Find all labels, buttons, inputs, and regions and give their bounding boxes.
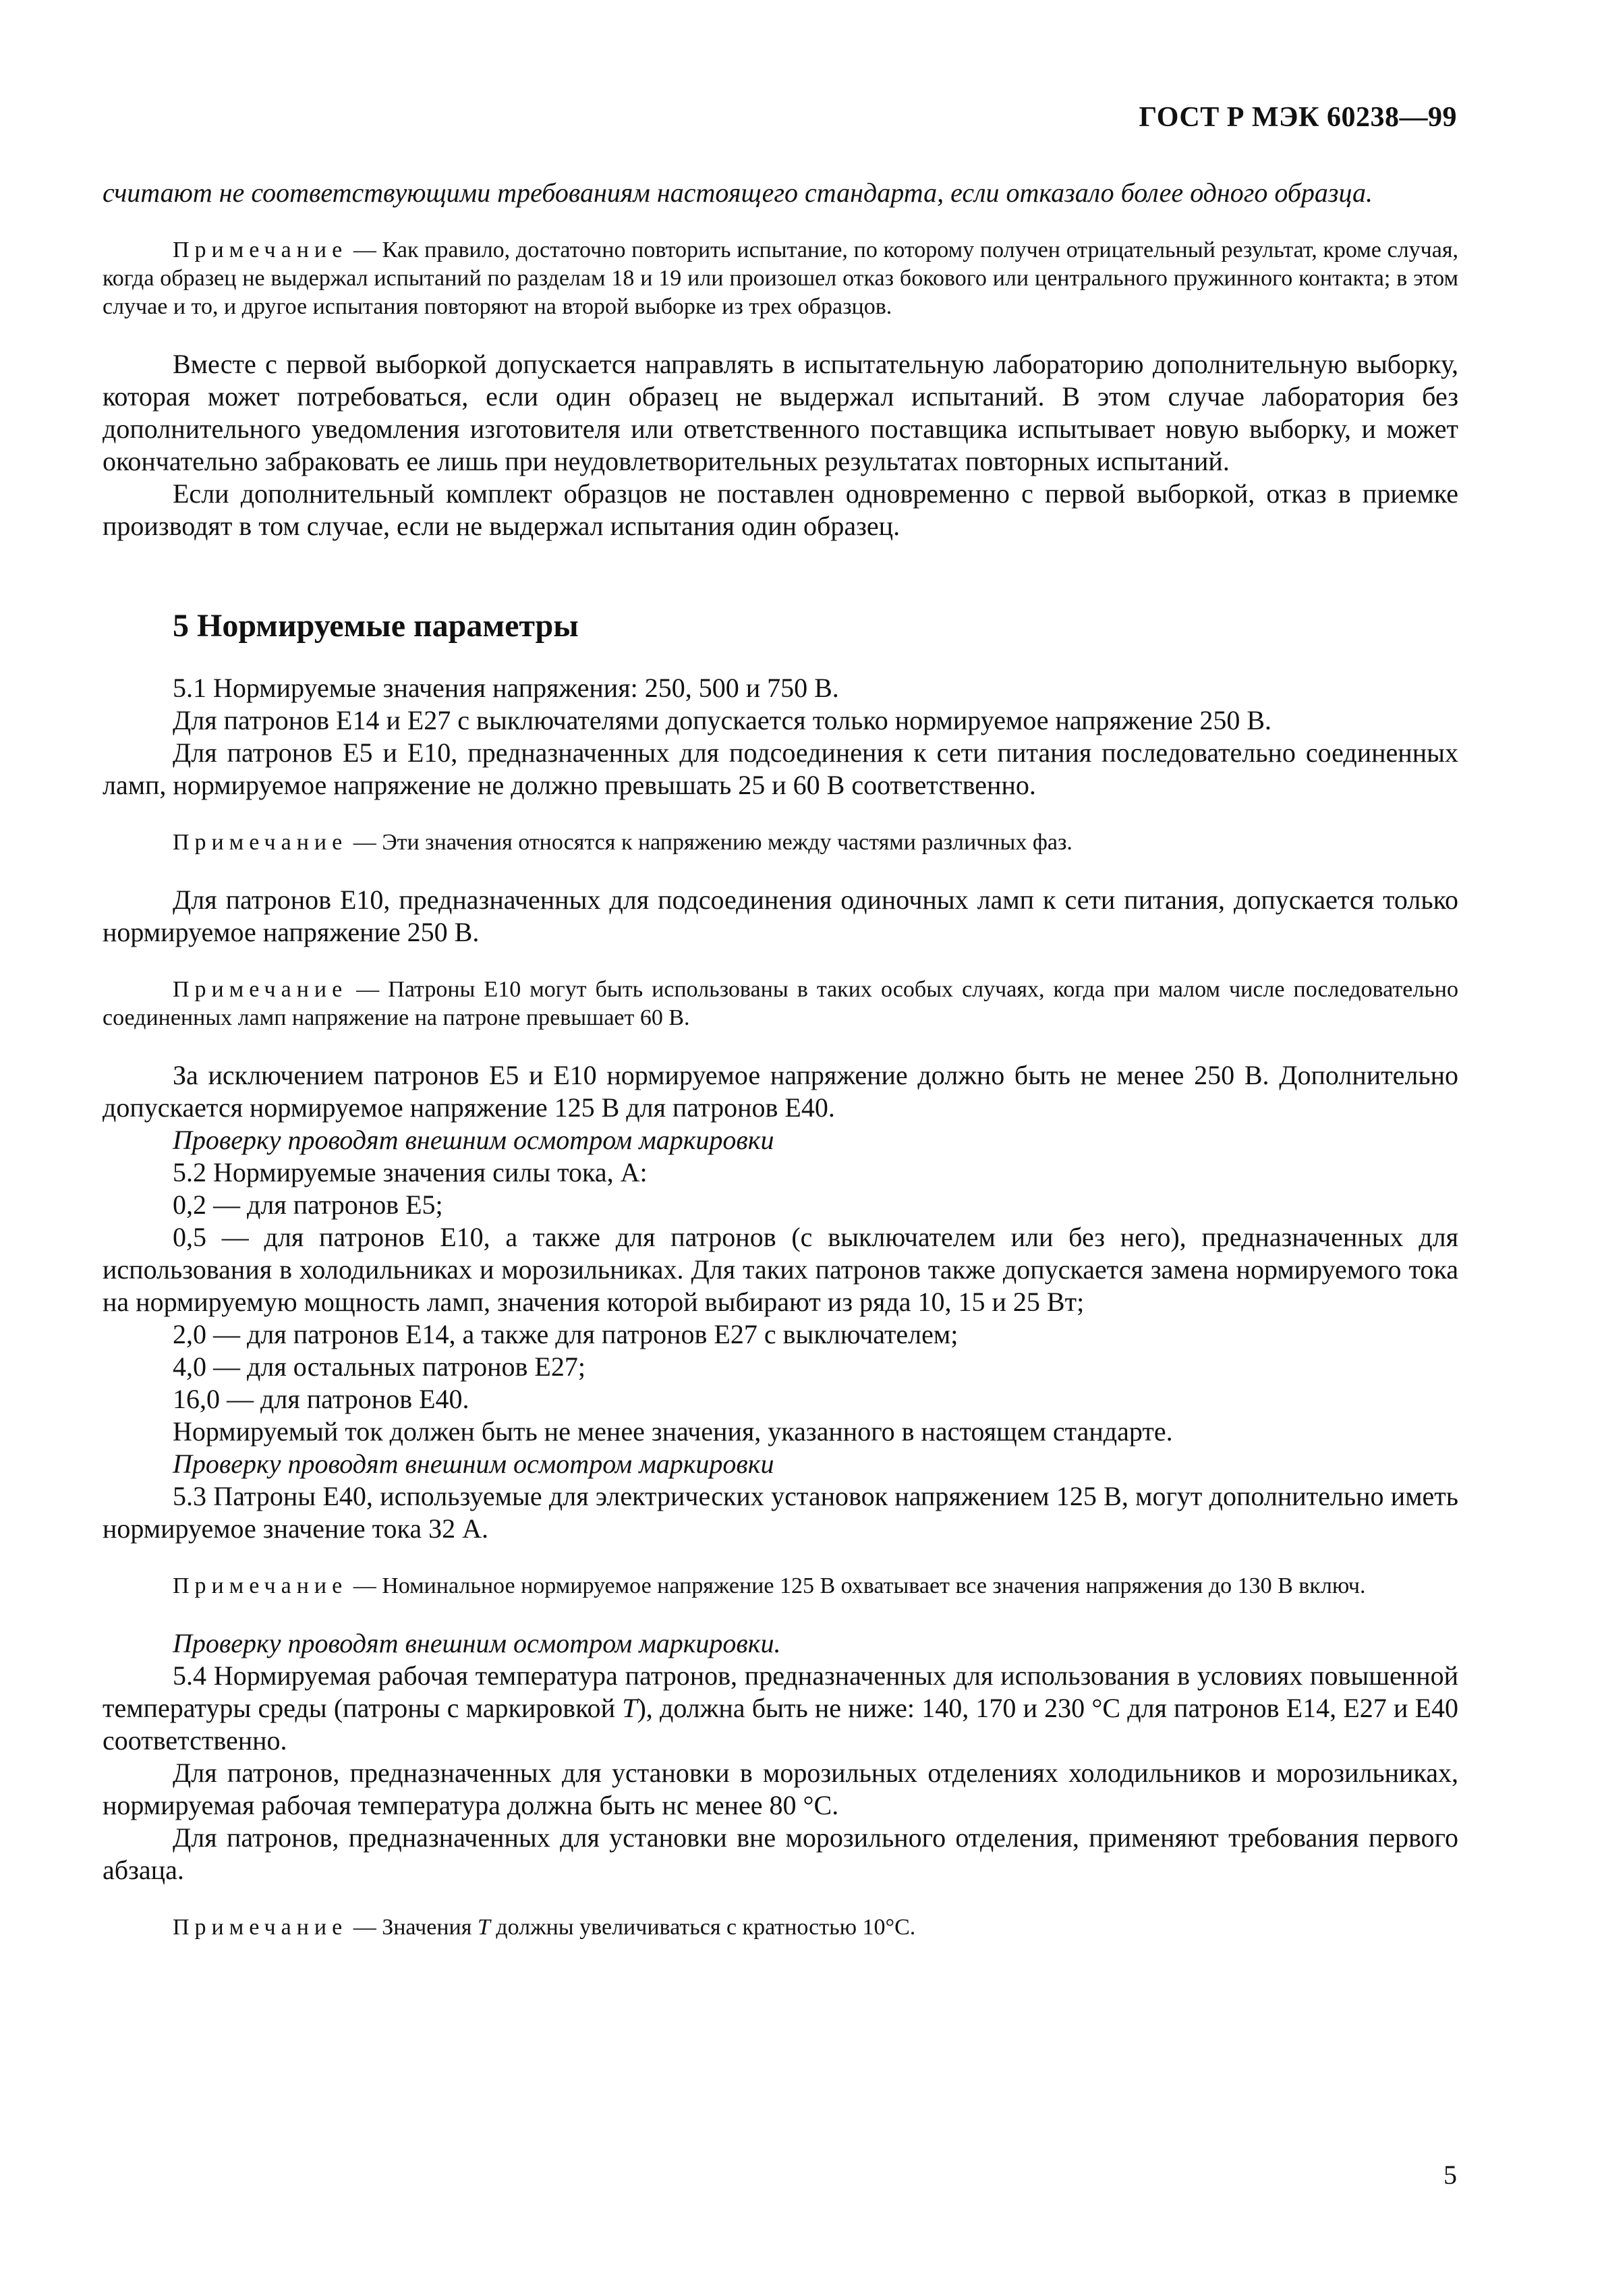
paragraph-additional-sample: Вместе с первой выборкой допускается направлять в испытательную лабораторию дополнительную выборку, которая может потребоваться, если один образец не выдержал испытаний. В этом случае лаборатория без дополнительного уведомления изготовителя или ответственного поставщика испытывает новую выборку, и может окончательно забраковать ее лишь при неудовлетворительных результатах повторных испытаний.: [103, 349, 1458, 476]
note-text: — Номинальное нормируемое напряжение 125 В охватывает все значения напряжения до 130 В включ.: [347, 1573, 1366, 1598]
paragraph-rejection: Если дополнительный комплект образцов не поставлен одновременно с первой выборкой, отказ в приемке производят в том случае, если не выдержал испытания один образец.: [103, 478, 1458, 541]
page-number: 5: [1443, 2160, 1457, 2190]
note-label: Примечание: [173, 237, 348, 262]
note-2: [103, 829, 1458, 857]
clause-5-4: [103, 1660, 1458, 1757]
note-1: [103, 236, 1458, 321]
note-label: Примечание: [173, 1573, 348, 1598]
document-body: [103, 177, 1458, 1942]
note-text-start: — Значения: [347, 1915, 478, 1940]
note-label: Примечание: [173, 830, 348, 855]
check-note-1: Проверку проводят внешним осмотром маркировки: [173, 1125, 774, 1155]
clause-5-1-c: Для патронов Е10, предназначенных для подсоединения одиночных ламп к сети питания, допускается только нормируемое напряжение 250 В.: [103, 885, 1458, 947]
clause-5-4-a: Для патронов, предназначенных для установки в морозильных отделениях холодильников и морозильниках, нормируемая рабочая температура должна быть нс менее 80 °С.: [103, 1758, 1458, 1820]
check-note-2: Проверку проводят внешним осмотром маркировки: [173, 1449, 774, 1479]
clause-5-1-b: Для патронов Е5 и Е10, предназначенных для подсоединения к сети питания последовательно соединенных ламп, нормируемое напряжение не должно превышать 25 и 60 В соответственно.: [103, 737, 1458, 800]
clause-5-2-d: 4,0 — для остальных патронов Е27;: [173, 1351, 585, 1382]
clause-5-1-d: За исключением патронов Е5 и Е10 нормируемое напряжение должно быть не менее 250 В. Дополнительно допускается нормируемое напряжение 125 В для патронов Е40.: [103, 1060, 1458, 1123]
clause-5-2-e: 16,0 — для патронов Е40.: [173, 1384, 469, 1414]
section-heading: 5 Нормируемые параметры: [173, 608, 579, 644]
marking-symbol-t: Т: [622, 1693, 637, 1723]
clause-5-4-text-start: 5.4 Нормируемая рабочая температура патронов, предназначенных для использования в условиях повышенной температуры среды (патроны с маркировкой: [103, 1660, 1458, 1723]
clause-5-1-a: Для патронов Е14 и Е27 с выключателями допускается только нормируемое напряжение 250 В.: [173, 705, 1272, 735]
paragraph-continuation: считают не соответствующими требованиям настоящего стандарта, если отказало более одного образца.: [103, 177, 1373, 208]
clause-5-2-a: 0,2 — для патронов Е5;: [173, 1189, 443, 1220]
note-text: — Как правило, достаточно повторить испытание, по которому получен отрицательный результат, кроме случая, когда образец не выдержал испытаний по разделам 18 и 19 или произошел отказ бокового или центрального пружинного контакта; в этом случае и то, и другое испытания повторяют на второй выборке из трех образцов.: [103, 237, 1458, 319]
note-text-end: должны увеличиваться с кратностью 10°С.: [490, 1915, 916, 1940]
document-code: ГОСТ Р МЭК 60238—99: [1139, 102, 1457, 133]
clause-5-1: 5.1 Нормируемые значения напряжения: 250, 500 и 750 В.: [173, 673, 839, 703]
note-4: [103, 1572, 1458, 1600]
clause-5-2: 5.2 Нормируемые значения силы тока, А:: [173, 1157, 648, 1187]
note-text: — Эти значения относятся к напряжению между частями различных фаз.: [347, 830, 1072, 855]
symbol-t: Т: [477, 1915, 490, 1940]
clause-5-2-c: 2,0 — для патронов Е14, а также для патронов Е27 с выключателем;: [173, 1319, 959, 1349]
note-text: — Патроны Е10 могут быть использованы в таких особых случаях, когда при малом числе последовательно соединенных ламп напряжение на патроне превышает 60 В.: [103, 977, 1458, 1030]
clause-5-2-b: 0,5 — для патронов Е10, а также для патронов (с выключателем или без него), предназначенных для использования в холодильниках и морозильниках. Для таких патронов также допускается замена нормируемого тока на нормируемую мощность ламп, значения которой выбирают из ряда 10, 15 и 25 Вт;: [103, 1222, 1458, 1317]
note-label: Примечание: [173, 977, 348, 1002]
note-5: [103, 1913, 1458, 1942]
clause-5-3: 5.3 Патроны Е40, используемые для электрических установок напряжением 125 В, могут дополнительно иметь нормируемое значение тока 32 А.: [103, 1481, 1458, 1544]
note-label: Примечание: [173, 1915, 348, 1940]
clause-5-4-b: Для патронов, предназначенных для установки вне морозильного отделения, применяют требования первого абзаца.: [103, 1822, 1458, 1885]
note-3: [103, 976, 1458, 1032]
clause-5-4-text-end: ), должна быть не ниже: 140, 170 и 230 °С для патронов Е14, Е27 и Е40 соответственно.: [103, 1693, 1458, 1756]
clause-5-2-f: Нормируемый ток должен быть не менее значения, указанного в настоящем стандарте.: [173, 1416, 1173, 1447]
check-note-3: Проверку проводят внешним осмотром маркировки.: [173, 1628, 781, 1658]
